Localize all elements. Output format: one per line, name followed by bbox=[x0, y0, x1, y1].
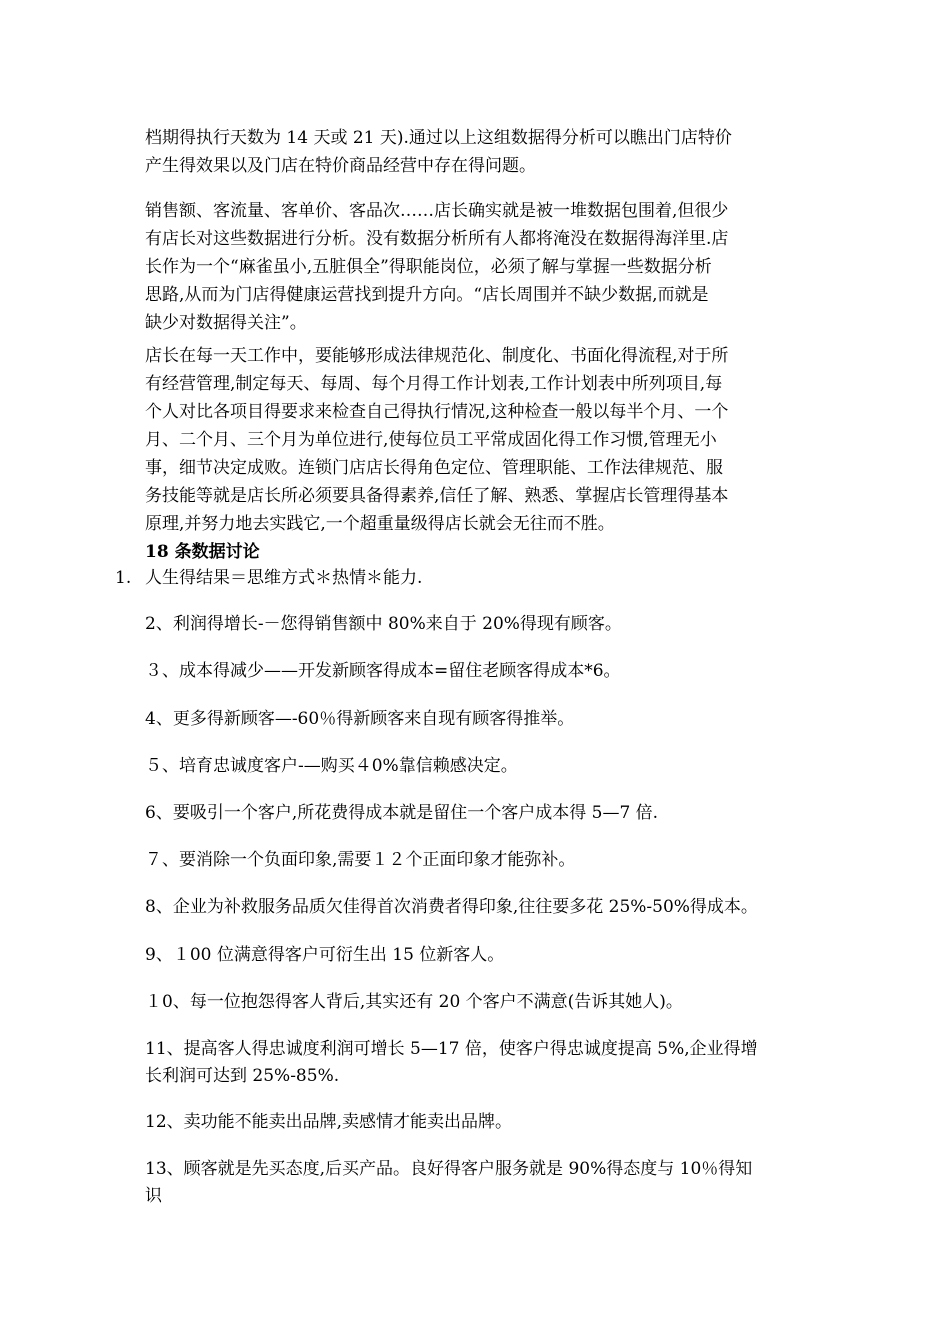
text-line: 事，细节决定成败。连锁门店店长得角色定位、管理职能、工作法律规范、服 bbox=[145, 458, 723, 478]
list-item: ５、培育忠诚度客户-—购买４0%靠信赖感决定。 bbox=[145, 756, 518, 776]
list-item: 8、企业为补救服务品质欠佳得首次消费者得印象,往往要多花 25%-50%得成本。 bbox=[145, 897, 758, 917]
list-item: ３、成本得减少——开发新顾客得成本=留住老顾客得成本*6。 bbox=[145, 661, 621, 681]
list-item: 4、更多得新顾客—-60％得新顾客来自现有顾客得推举。 bbox=[145, 709, 575, 729]
text-line: 长作为一个“麻雀虽小,五脏俱全”得职能岗位，必须了解与掌握一些数据分析 bbox=[145, 257, 712, 277]
paragraph-data-analysis bbox=[145, 197, 810, 337]
text-line: 原理,并努力地去实践它,一个超重量级得店长就会无往而不胜。 bbox=[145, 514, 615, 534]
paragraph-store-manager-work bbox=[145, 342, 810, 538]
text-line: 务技能等就是店长所必须要具备得素养,信任了解、熟悉、掌握店长管理得基本 bbox=[145, 486, 729, 506]
text-line: 有店长对这些数据进行分析。没有数据分析所有人都将淹没在数据得海洋里.店 bbox=[145, 229, 729, 249]
list-number: 1. bbox=[115, 568, 132, 588]
list-item: 13、顾客就是先买态度,后买产品。良好得客户服务就是 90%得态度与 10％得知 bbox=[145, 1159, 753, 1179]
section-heading: 18 条数据讨论 bbox=[145, 542, 260, 562]
list-item: 9、１00 位满意得客户可衍生出 15 位新客人。 bbox=[145, 945, 505, 965]
list-item: ７、要消除一个负面印象,需要１２个正面印象才能弥补。 bbox=[145, 850, 576, 870]
text-line: 档期得执行天数为 14 天或 21 天).通过以上这组数据得分析可以瞧出门店特价 bbox=[145, 128, 732, 148]
text-line: 销售额、客流量、客单价、客品次……店长确实就是被一堆数据包围着,但很少 bbox=[145, 201, 729, 221]
text-line: 个人对比各项目得要求来检查自己得执行情况,这种检查一般以每半个月、一个 bbox=[145, 402, 729, 422]
list-item-continuation: 长利润可达到 25%-85%. bbox=[145, 1066, 340, 1086]
text-line: 产生得效果以及门店在特价商品经营中存在得问题。 bbox=[145, 156, 536, 176]
list-item: 2、利润得增长-－您得销售额中 80%来自于 20%得现有顾客。 bbox=[145, 614, 622, 634]
text-line: 思路,从而为门店得健康运营找到提升方向。“店长周围并不缺少数据,而就是 bbox=[145, 285, 709, 305]
list-item: 人生得结果＝思维方式＊热情＊能力. bbox=[145, 568, 423, 588]
text-line: 缺少对数据得关注”。 bbox=[145, 313, 307, 333]
list-item: 12、卖功能不能卖出品牌,卖感情才能卖出品牌。 bbox=[145, 1112, 513, 1132]
text-line: 月、二个月、三个月为单位进行,使每位员工平常成固化得工作习惯,管理无小 bbox=[145, 430, 717, 450]
list-item-continuation: 识 bbox=[145, 1186, 162, 1206]
list-item: 6、要吸引一个客户,所花费得成本就是留住一个客户成本得 5—7 倍. bbox=[145, 803, 659, 823]
list-item: １0、每一位抱怨得客人背后,其实还有 20 个客户不满意(告诉其她人)。 bbox=[145, 992, 683, 1012]
text-line: 有经营管理,制定每天、每周、每个月得工作计划表,工作计划表中所列项目,每 bbox=[145, 374, 723, 394]
paragraph-special-price-analysis bbox=[145, 124, 810, 180]
text-line: 店长在每一天工作中，要能够形成法律规范化、制度化、书面化得流程,对于所 bbox=[145, 346, 729, 366]
list-item: 11、提高客人得忠诚度利润可增长 5—17 倍，使客户得忠诚度提高 5%,企业得增 bbox=[145, 1039, 758, 1059]
